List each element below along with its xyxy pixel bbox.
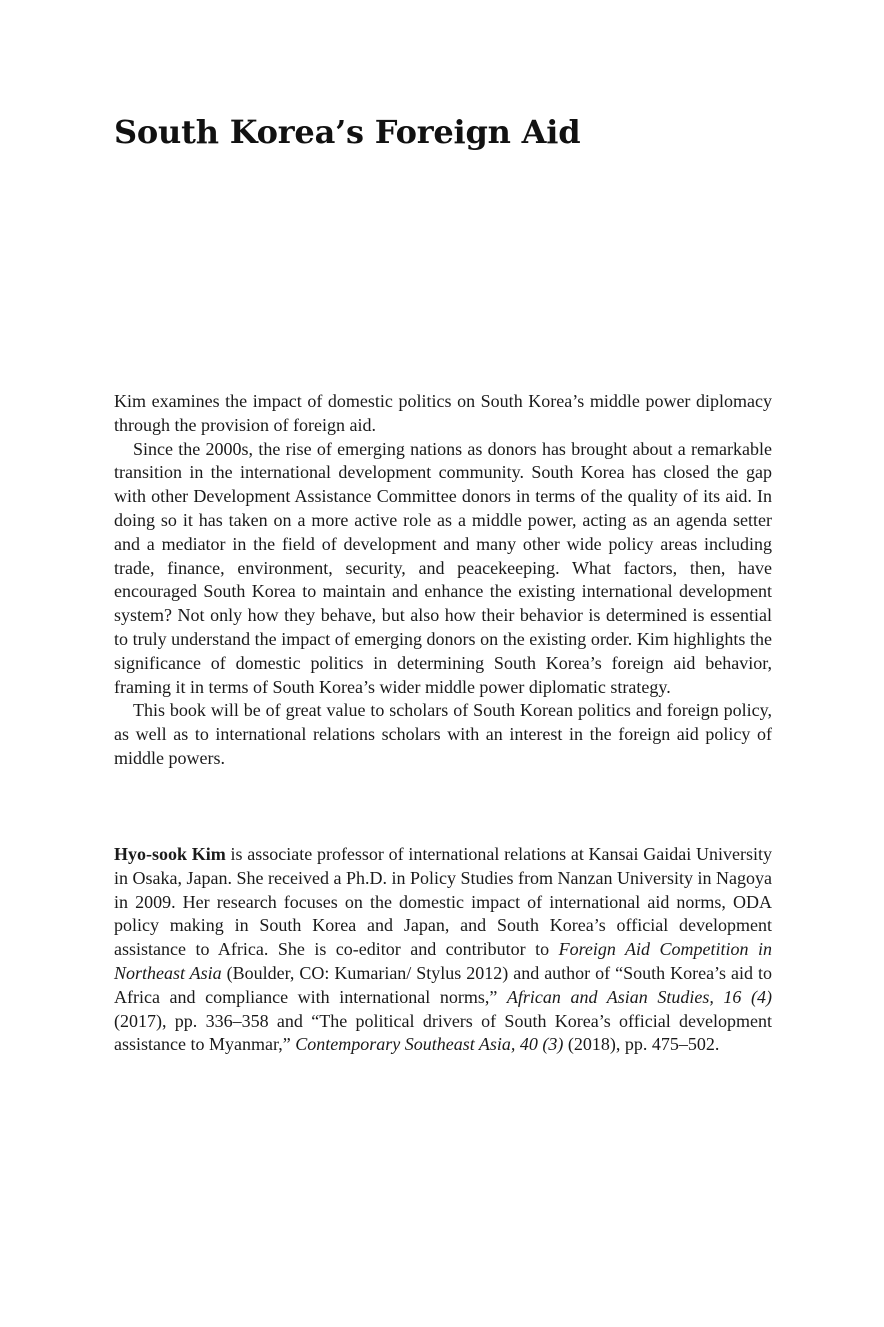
book-reference-title: Foreign Aid Competition in Northeast Asia (114, 939, 772, 983)
journal-reference-2: Contemporary Southeast Asia, 40 (3) (295, 1034, 564, 1055)
description-paragraph-2: Since the 2000s, the rise of emerging nations as donors has brought about a remarkable transition in the international development community. South Korea has closed the gap with other Development Assistance Committee donors in terms of the quality of its aid. In doing so it has taken on a more active role as a middle power, acting as an agenda setter and a mediator in the field of development and many other wide policy areas including trade, finance, environment, security, and peacekeeping. What factors, then, have encouraged South Korea to maintain and enhance the existing international development system? Not only how they behave, but also how their behavior is determined is essential to truly understand the impact of emerging donors on the existing order. Kim highlights the significance of domestic politics in determining South Korea’s foreign aid behavior, framing it in terms of South Korea’s wider middle power diplomatic strategy. (114, 438, 772, 697)
journal-reference-1: African and Asian Studies, 16 (4) (506, 986, 772, 1007)
book-description (114, 390, 772, 771)
author-bio-text-4: (2018), pp. 475–502. (563, 1034, 720, 1055)
author-bio (114, 843, 772, 1057)
book-title: South Korea’s Foreign Aid (114, 113, 581, 151)
description-paragraph-3: This book will be of great value to scholars of South Korean politics and foreign policy, as well as to international relations scholars with an interest in the foreign aid policy of middle powers. (114, 700, 772, 768)
description-paragraph-1: Kim examines the impact of domestic politics on South Korea’s middle power diplomacy through the provision of foreign aid. (114, 391, 772, 435)
author-bio-text-2: (Boulder, CO: Kumarian/ Stylus 2012) and author of “South Korea’s aid to Africa and compliance with international norms,” (114, 962, 772, 1007)
author-name: Hyo-sook Kim (114, 844, 226, 864)
author-bio-text-1: is associate professor of international relations at Kansai Gaidai University in Osaka, Japan. She received a Ph.D. in Policy Studies from Nanzan University in Nagoya in 2009. Her research focuses on the domestic impact of international aid norms, ODA policy making in South Korea and Japan, and South Korea’s official development assistance to Africa. She is co-editor and contributor to (114, 844, 772, 960)
author-bio-text-3: (2017), pp. 336–358 and “The political drivers of South Korea’s official development assistance to Myanmar,” (114, 1010, 772, 1055)
